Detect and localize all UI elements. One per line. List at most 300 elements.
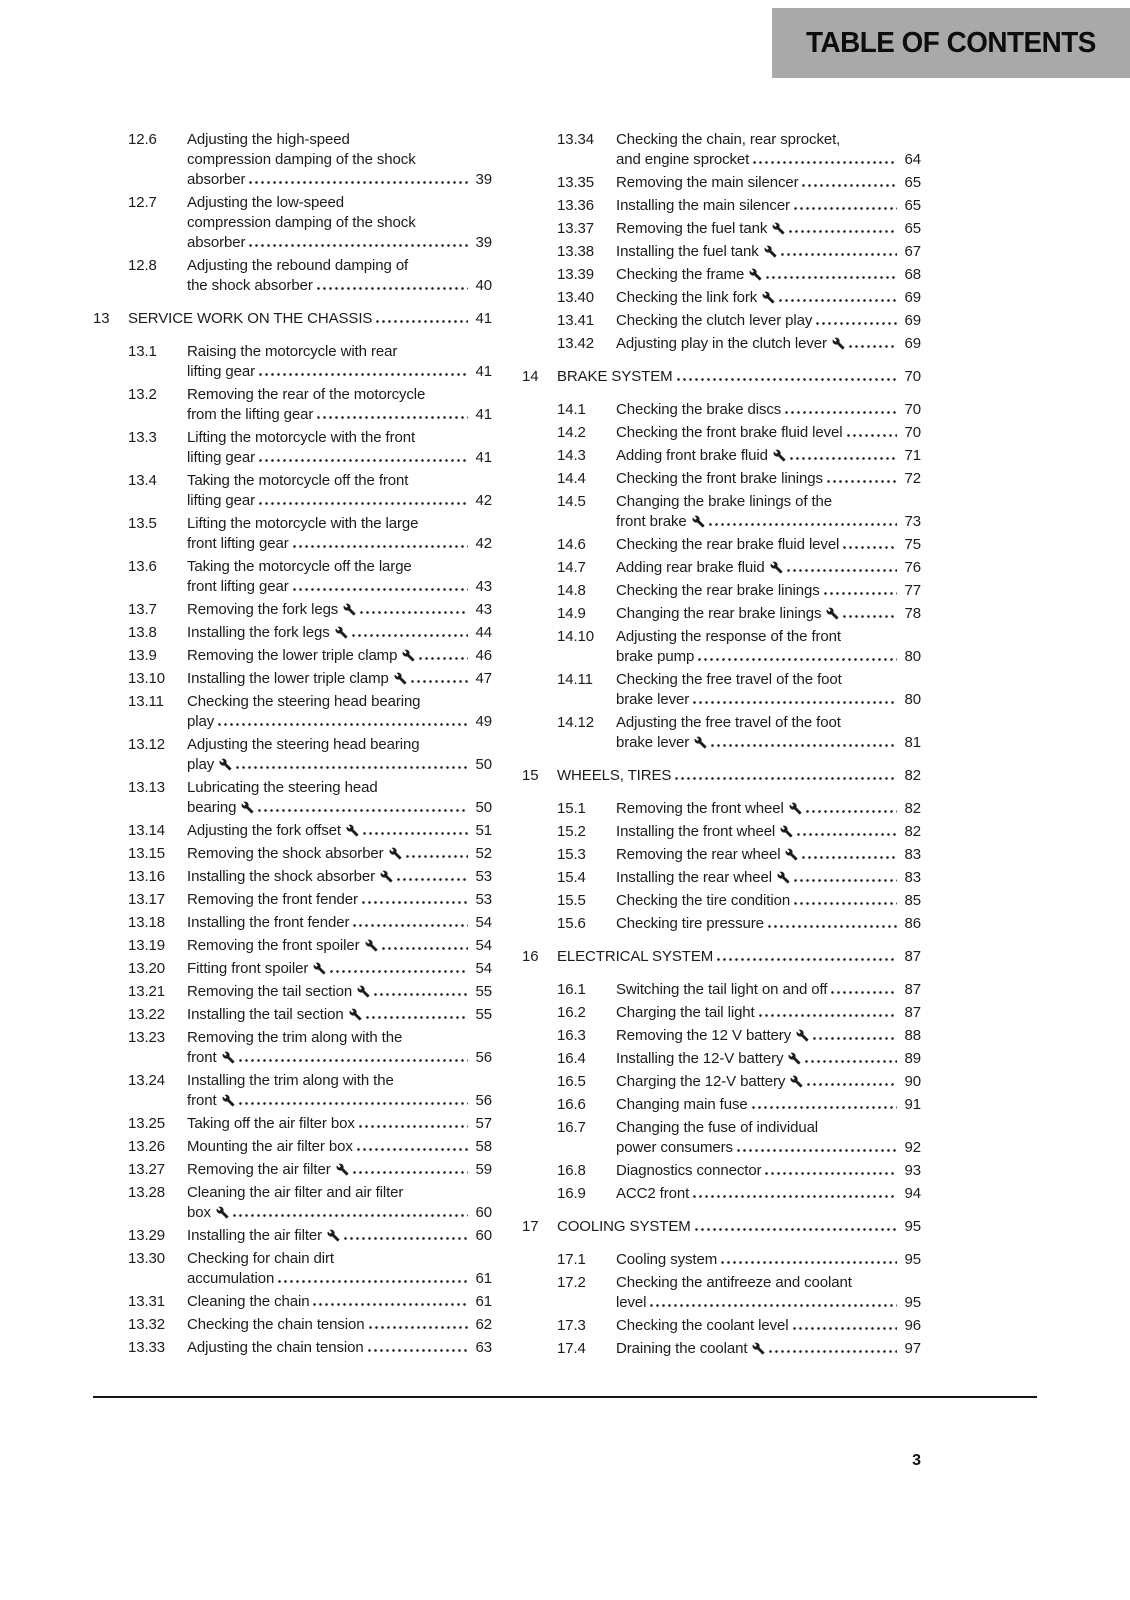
- entry-title-line: Changing the brake linings of the: [616, 493, 833, 510]
- wrench-icon: [772, 222, 785, 235]
- entry-last-line: [616, 581, 921, 601]
- dotted-leader: [768, 925, 897, 928]
- entry-page-number: 91: [904, 1096, 921, 1113]
- wrench-icon: [389, 847, 402, 860]
- entry-page-number: 80: [904, 648, 921, 665]
- entry-last-line: [616, 1161, 921, 1181]
- entry-title: Removing the front fender: [187, 891, 358, 908]
- toc-entry: [522, 822, 921, 842]
- entry-number: 13.6: [128, 558, 157, 575]
- toc-entry: [93, 557, 492, 597]
- toc-entry: [93, 130, 492, 190]
- entry-title: Checking the frame: [616, 265, 762, 285]
- entry-number: 13.4: [128, 472, 157, 489]
- entry-number: 13.26: [128, 1138, 166, 1155]
- entry-title-line: Lifting the motorcycle with the front: [187, 429, 416, 446]
- entry-number: 15.2: [557, 823, 586, 840]
- entry-last-line: [187, 276, 492, 296]
- entry-number: 13.40: [557, 289, 595, 306]
- entry-title: Removing the front wheel: [616, 799, 802, 819]
- dotted-leader: [794, 879, 897, 882]
- entry-number: 13.35: [557, 174, 595, 191]
- dotted-leader: [293, 545, 468, 548]
- entry-page-number: 55: [475, 983, 492, 1000]
- entry-title-line: Adjusting the low-speed: [187, 194, 344, 211]
- dotted-leader: [794, 207, 897, 210]
- header-banner: [772, 8, 1130, 78]
- toc-section-entry: [522, 367, 921, 387]
- entry-number: 13.12: [128, 736, 166, 753]
- entry-last-line: [616, 1293, 921, 1313]
- entry-title: Checking the clutch lever play: [616, 312, 813, 329]
- toc-entry: [522, 1339, 921, 1359]
- entry-title: Fitting front spoiler: [187, 959, 326, 979]
- entry-title: Switching the tail light on and off: [616, 981, 828, 998]
- entry-title: ACC2 front: [616, 1185, 690, 1202]
- dotted-leader: [313, 1303, 468, 1306]
- toc-entry: [93, 256, 492, 296]
- entry-number: 13.36: [557, 197, 595, 214]
- entry-page-number: 56: [475, 1049, 492, 1066]
- dotted-leader: [677, 378, 898, 381]
- entry-title-block: [616, 581, 921, 601]
- dotted-leader: [849, 345, 897, 348]
- entry-title-block: [616, 822, 921, 842]
- entry-title-block: [187, 1071, 492, 1111]
- dotted-leader: [359, 1125, 468, 1128]
- entry-title: front: [187, 1048, 235, 1068]
- entry-page-number: 95: [904, 1218, 921, 1235]
- entry-number: 17: [522, 1218, 539, 1235]
- dotted-leader: [769, 1350, 897, 1353]
- entry-last-line: [187, 1269, 492, 1289]
- entry-title: front lifting gear: [187, 535, 289, 552]
- entry-page-number: 54: [475, 960, 492, 977]
- entry-title-block: [187, 1338, 492, 1358]
- dotted-leader: [698, 658, 897, 661]
- entry-title-block: [187, 623, 492, 643]
- entry-title: Changing the rear brake linings: [616, 604, 839, 624]
- entry-last-line: [187, 1048, 492, 1068]
- entry-title-block: [616, 1095, 921, 1115]
- entry-title: bearing: [187, 798, 254, 818]
- entry-title-block: [616, 891, 921, 911]
- entry-title: Adjusting the chain tension: [187, 1339, 364, 1356]
- entry-title-block: [187, 130, 492, 190]
- entry-title-block: [616, 535, 921, 555]
- entry-page-number: 87: [904, 1004, 921, 1021]
- wrench-icon: [346, 824, 359, 837]
- dotted-leader: [239, 1059, 468, 1062]
- entry-title-line: Checking the free travel of the foot: [616, 671, 842, 688]
- entry-number: 14.7: [557, 559, 586, 576]
- toc-entry: [93, 1028, 492, 1068]
- entry-title-block: [187, 692, 492, 732]
- toc-entry: [522, 627, 921, 667]
- entry-last-line: [616, 265, 921, 285]
- entry-title: Removing the rear wheel: [616, 845, 798, 865]
- toc-entry: [522, 558, 921, 578]
- entry-title: Changing main fuse: [616, 1096, 748, 1113]
- entry-title: front lifting gear: [187, 578, 289, 595]
- entry-last-line: [616, 1095, 921, 1115]
- entry-number: 15.5: [557, 892, 586, 909]
- toc-entry: [522, 265, 921, 285]
- entry-title-block: [616, 1184, 921, 1204]
- dotted-leader: [805, 1060, 897, 1063]
- entry-last-line: [187, 959, 492, 979]
- entry-last-line: [616, 1250, 921, 1270]
- entry-title-line: compression damping of the shock: [187, 214, 416, 231]
- dotted-leader: [236, 766, 468, 769]
- entry-title: Cooling system: [616, 1251, 718, 1268]
- entry-title-block: [187, 385, 492, 425]
- entry-number: 13.22: [128, 1006, 166, 1023]
- entry-title-block: [187, 600, 492, 620]
- entry-title: absorber: [187, 234, 246, 251]
- entry-last-line: [616, 1316, 921, 1336]
- dotted-leader: [827, 480, 897, 483]
- entry-number: 14.1: [557, 401, 586, 418]
- entry-page-number: 46: [475, 647, 492, 664]
- toc-entry: [522, 400, 921, 420]
- entry-title-block: [128, 309, 492, 329]
- entry-last-line: [187, 755, 492, 775]
- toc-entry: [93, 471, 492, 511]
- entry-number: 13.20: [128, 960, 166, 977]
- entry-title-block: [187, 1226, 492, 1246]
- entry-last-line: [557, 766, 921, 786]
- entry-title-block: [616, 242, 921, 262]
- toc-entry: [522, 311, 921, 331]
- entry-title-block: [616, 130, 921, 170]
- wrench-icon: [349, 1008, 362, 1021]
- entry-last-line: [187, 798, 492, 818]
- entry-number: 13.29: [128, 1227, 166, 1244]
- entry-last-line: [616, 311, 921, 331]
- entry-number: 13.10: [128, 670, 166, 687]
- wrench-icon: [222, 1094, 235, 1107]
- toc-section-entry: [522, 766, 921, 786]
- dotted-leader: [790, 457, 897, 460]
- entry-page-number: 60: [475, 1227, 492, 1244]
- entry-number: 13.42: [557, 335, 595, 352]
- dotted-leader: [317, 287, 468, 290]
- entry-number: 17.1: [557, 1251, 586, 1268]
- toc-entry: [93, 342, 492, 382]
- entry-page-number: 64: [904, 151, 921, 168]
- toc-entry: [522, 1026, 921, 1046]
- entry-page-number: 95: [904, 1294, 921, 1311]
- entry-title-block: [616, 288, 921, 308]
- entry-title-line: Removing the rear of the motorcycle: [187, 386, 426, 403]
- entry-title-line: Cleaning the air filter and air filter: [187, 1184, 404, 1201]
- dotted-leader: [793, 1327, 897, 1330]
- entry-title-block: [616, 1026, 921, 1046]
- entry-title: Installing the fork legs: [187, 623, 348, 643]
- entry-title-line: Lifting the motorcycle with the large: [187, 515, 419, 532]
- entry-title: Adjusting the fork offset: [187, 821, 359, 841]
- toc-entry: [522, 799, 921, 819]
- entry-number: 14: [522, 368, 539, 385]
- entry-page-number: 42: [475, 535, 492, 552]
- entry-page-number: 56: [475, 1092, 492, 1109]
- entry-title-block: [187, 557, 492, 597]
- entry-last-line: [187, 821, 492, 841]
- entry-title-block: [187, 890, 492, 910]
- dotted-leader: [766, 276, 897, 279]
- entry-title-line: Adjusting the steering head bearing: [187, 736, 420, 753]
- dotted-leader: [843, 615, 897, 618]
- entry-title-block: [187, 1292, 492, 1312]
- dotted-leader: [259, 459, 468, 462]
- entry-number: 14.4: [557, 470, 586, 487]
- entry-number: 15: [522, 767, 539, 784]
- entry-title-line: Changing the fuse of individual: [616, 1119, 819, 1136]
- toc-entry: [93, 1226, 492, 1246]
- entry-number: 13.8: [128, 624, 157, 641]
- wrench-icon: [762, 291, 775, 304]
- entry-number: 17.2: [557, 1274, 586, 1291]
- dotted-leader: [802, 184, 897, 187]
- entry-last-line: [616, 647, 921, 667]
- dotted-leader: [293, 588, 468, 591]
- entry-title-block: [187, 193, 492, 253]
- wrench-icon: [796, 1029, 809, 1042]
- entry-page-number: 47: [475, 670, 492, 687]
- wrench-icon: [343, 603, 356, 616]
- toc-entry: [522, 535, 921, 555]
- entry-last-line: [616, 196, 921, 216]
- entry-last-line: [187, 1203, 492, 1223]
- toc-entry: [93, 385, 492, 425]
- entry-title-block: [616, 469, 921, 489]
- dotted-leader: [693, 1195, 897, 1198]
- dotted-leader: [847, 434, 897, 437]
- entry-number: 12.7: [128, 194, 157, 211]
- entry-number: 13.32: [128, 1316, 166, 1333]
- entry-title-line: Taking the motorcycle off the front: [187, 472, 409, 489]
- wrench-icon: [336, 1163, 349, 1176]
- entry-title: Checking the rear brake fluid level: [616, 536, 840, 553]
- entry-last-line: [187, 1315, 492, 1335]
- wrench-icon: [222, 1051, 235, 1064]
- dotted-leader: [397, 878, 468, 881]
- toc-section-entry: [522, 947, 921, 967]
- footer-divider: [93, 1396, 1037, 1398]
- entry-number: 13.31: [128, 1293, 166, 1310]
- dotted-leader: [753, 161, 897, 164]
- entry-last-line: [616, 690, 921, 710]
- entry-page-number: 50: [475, 756, 492, 773]
- dotted-leader: [693, 701, 897, 704]
- toc-entry: [522, 242, 921, 262]
- entry-title: WHEELS, TIRES: [557, 767, 672, 784]
- toc-entry: [93, 514, 492, 554]
- dotted-leader: [353, 1171, 468, 1174]
- entry-page-number: 81: [904, 734, 921, 751]
- dotted-leader: [362, 901, 468, 904]
- dotted-leader: [419, 657, 468, 660]
- entry-page-number: 41: [475, 449, 492, 466]
- dotted-leader: [813, 1037, 897, 1040]
- entry-title: Installing the tail section: [187, 1005, 362, 1025]
- entry-last-line: [616, 1026, 921, 1046]
- dotted-leader: [824, 592, 897, 595]
- dotted-leader: [816, 322, 897, 325]
- entry-number: 16.2: [557, 1004, 586, 1021]
- entry-number: 13.13: [128, 779, 166, 796]
- entry-title-block: [187, 778, 492, 818]
- toc-entry: [522, 581, 921, 601]
- entry-page-number: 86: [904, 915, 921, 932]
- toc-entry: [522, 130, 921, 170]
- entry-title: Installing the front wheel: [616, 822, 793, 842]
- entry-number: 16.9: [557, 1185, 586, 1202]
- entry-title-block: [187, 735, 492, 775]
- entry-title: Mounting the air filter box: [187, 1138, 353, 1155]
- entry-number: 16.3: [557, 1027, 586, 1044]
- toc-entry: [93, 1137, 492, 1157]
- toc-entry: [93, 959, 492, 979]
- entry-title-block: [616, 219, 921, 239]
- entry-page-number: 39: [475, 234, 492, 251]
- dotted-leader: [233, 1214, 468, 1217]
- entry-title-block: [187, 342, 492, 382]
- entry-title: Installing the main silencer: [616, 197, 790, 214]
- toc-entry: [522, 492, 921, 532]
- entry-title: Checking the front brake linings: [616, 470, 823, 487]
- entry-number: 16.5: [557, 1073, 586, 1090]
- dotted-leader: [695, 1228, 897, 1231]
- toc-column-right: [522, 130, 921, 1362]
- entry-page-number: 49: [475, 713, 492, 730]
- dotted-leader: [406, 855, 468, 858]
- entry-number: 14.6: [557, 536, 586, 553]
- entry-page-number: 73: [904, 513, 921, 530]
- wrench-icon: [749, 268, 762, 281]
- entry-title-block: [187, 514, 492, 554]
- entry-title: level: [616, 1294, 647, 1311]
- entry-title: Taking off the air filter box: [187, 1115, 355, 1132]
- entry-page-number: 83: [904, 869, 921, 886]
- entry-title: Removing the lower triple clamp: [187, 646, 415, 666]
- entry-page-number: 68: [904, 266, 921, 283]
- entry-page-number: 82: [904, 823, 921, 840]
- wrench-icon: [773, 449, 786, 462]
- toc-entry: [522, 469, 921, 489]
- toc-entry: [522, 334, 921, 354]
- entry-number: 13.30: [128, 1250, 166, 1267]
- dotted-leader: [344, 1237, 468, 1240]
- entry-last-line: [187, 890, 492, 910]
- entry-page-number: 95: [904, 1251, 921, 1268]
- entry-page-number: 70: [904, 401, 921, 418]
- entry-last-line: [187, 669, 492, 689]
- entry-number: 16.1: [557, 981, 586, 998]
- entry-last-line: [616, 980, 921, 1000]
- wrench-icon: [394, 672, 407, 685]
- toc-entry: [93, 844, 492, 864]
- entry-title: Removing the fuel tank: [616, 219, 785, 239]
- toc-entry: [93, 623, 492, 643]
- entry-title-block: [187, 867, 492, 887]
- entry-page-number: 85: [904, 892, 921, 909]
- entry-number: 14.8: [557, 582, 586, 599]
- entry-number: 13.16: [128, 868, 166, 885]
- toc-entry: [522, 1072, 921, 1092]
- wrench-icon: [380, 870, 393, 883]
- entry-page-number: 72: [904, 470, 921, 487]
- dotted-leader: [752, 1106, 897, 1109]
- entry-title-block: [557, 766, 921, 786]
- dotted-leader: [831, 991, 897, 994]
- wrench-icon: [694, 736, 707, 749]
- entry-last-line: [187, 405, 492, 425]
- dotted-leader: [258, 809, 468, 812]
- entry-title: Checking the rear brake linings: [616, 582, 820, 599]
- entry-last-line: [187, 982, 492, 1002]
- toc-entry: [522, 670, 921, 710]
- entry-title: Installing the lower triple clamp: [187, 669, 407, 689]
- entry-title: Checking the coolant level: [616, 1317, 789, 1334]
- entry-page-number: 65: [904, 174, 921, 191]
- entry-page-number: 90: [904, 1073, 921, 1090]
- entry-last-line: [187, 1114, 492, 1134]
- entry-title-block: [187, 1315, 492, 1335]
- entry-last-line: [616, 469, 921, 489]
- wrench-icon: [327, 1229, 340, 1242]
- entry-page-number: 76: [904, 559, 921, 576]
- entry-title: brake lever: [616, 691, 690, 708]
- dotted-leader: [802, 856, 897, 859]
- entry-title-block: [616, 1072, 921, 1092]
- entry-page-number: 89: [904, 1050, 921, 1067]
- entry-title-block: [187, 959, 492, 979]
- entry-title: Checking the link fork: [616, 288, 775, 308]
- entry-last-line: [616, 1184, 921, 1204]
- entry-title: Removing the tail section: [187, 982, 370, 1002]
- entry-title-block: [616, 1161, 921, 1181]
- dotted-leader: [789, 230, 897, 233]
- entry-title: brake lever: [616, 733, 707, 753]
- entry-page-number: 53: [475, 868, 492, 885]
- entry-title: brake pump: [616, 648, 695, 665]
- dotted-leader: [675, 777, 897, 780]
- entry-title-line: Adjusting the rebound damping of: [187, 257, 409, 274]
- entry-last-line: [557, 367, 921, 387]
- entry-title-line: Raising the motorcycle with rear: [187, 343, 398, 360]
- entry-title: play: [187, 755, 232, 775]
- wrench-icon: [764, 245, 777, 258]
- dotted-leader: [369, 1326, 468, 1329]
- entry-last-line: [187, 491, 492, 511]
- entry-title-block: [616, 311, 921, 331]
- entry-page-number: 63: [475, 1339, 492, 1356]
- entry-title: Draining the coolant: [616, 1339, 765, 1359]
- dotted-leader: [249, 244, 468, 247]
- toc-entry: [522, 173, 921, 193]
- entry-number: 13: [93, 310, 110, 327]
- entry-number: 15.4: [557, 869, 586, 886]
- entry-page-number: 80: [904, 691, 921, 708]
- entry-number: 15.6: [557, 915, 586, 932]
- entry-title-line: Checking for chain dirt: [187, 1250, 334, 1267]
- entry-title: Adding rear brake fluid: [616, 558, 783, 578]
- entry-page-number: 65: [904, 197, 921, 214]
- toc-entry: [93, 646, 492, 666]
- dotted-leader: [259, 373, 468, 376]
